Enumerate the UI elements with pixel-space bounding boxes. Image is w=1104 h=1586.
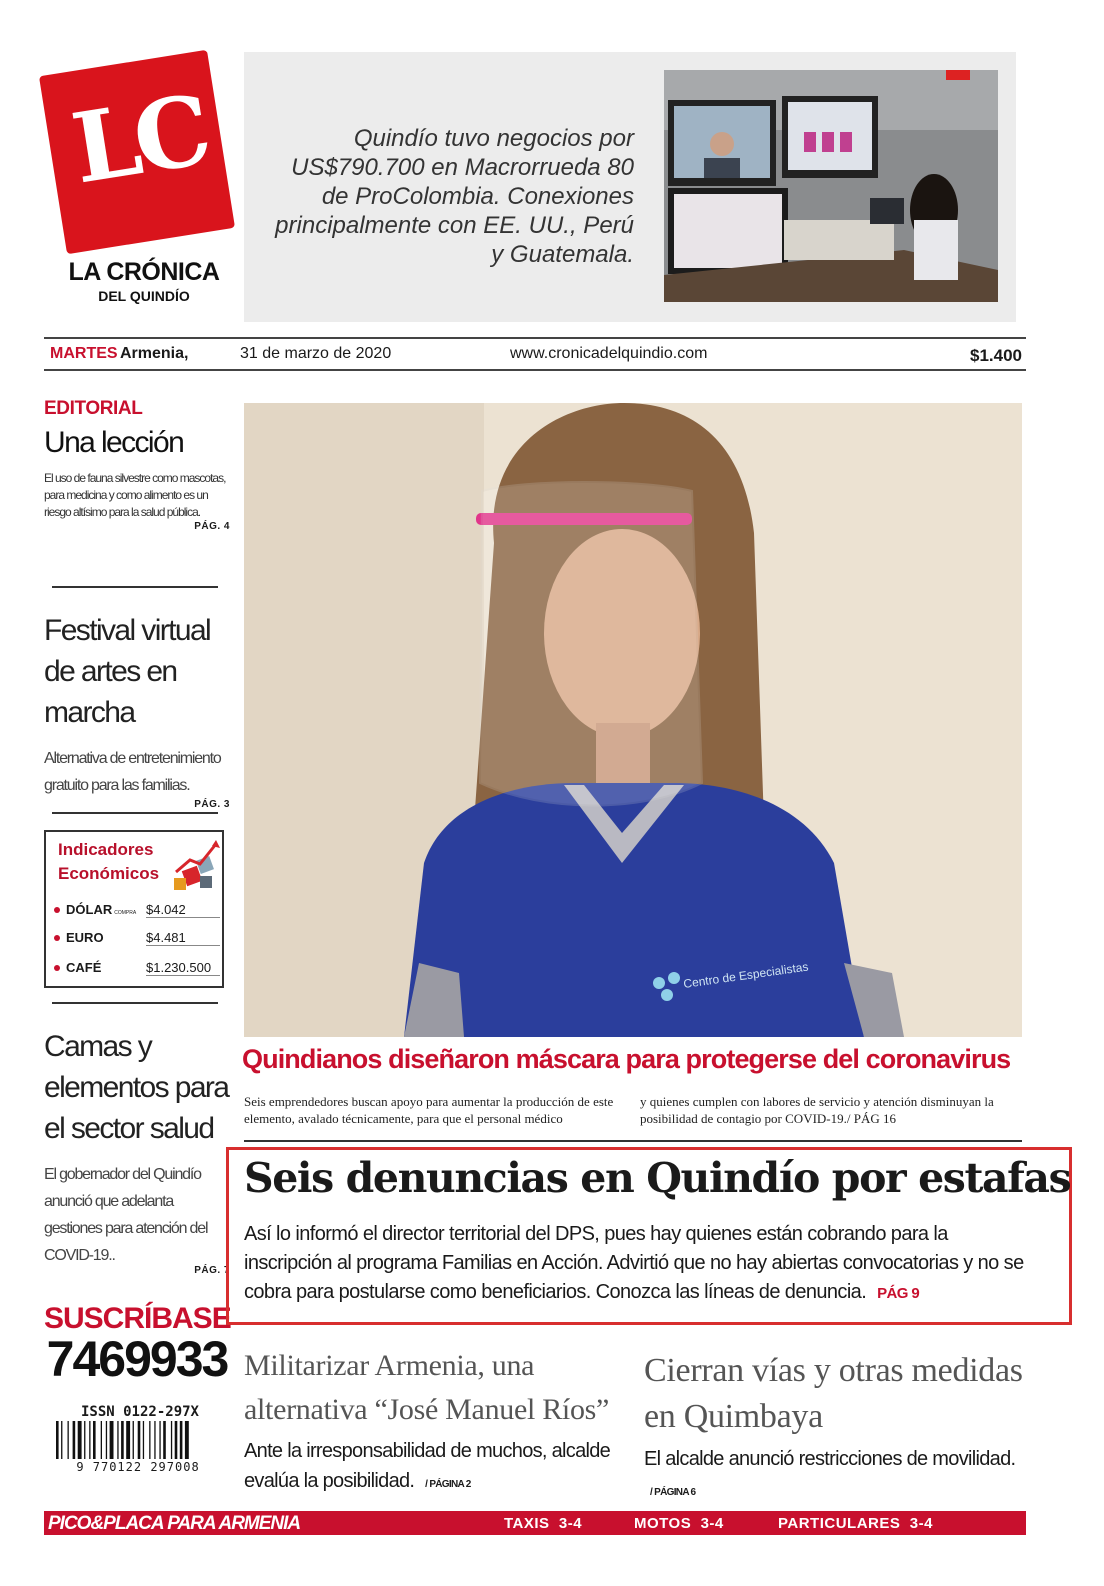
divider [52,586,218,588]
camas-story[interactable] [44,1026,230,1276]
website-link[interactable]: www.cronicadelquindio.com [510,345,708,362]
masthead-logo [44,62,232,322]
quimbaya-story[interactable] [644,1348,1026,1508]
editorial-label: EDITORIAL [44,398,143,419]
woman-face-shield-image [244,403,1022,1037]
featured-text: Así lo informó el director territorial del DPS, pues hay quienes están cobrando para la inscripción al programa Familias en Acción. Advirtió que no hay abiertas convocatorias y no se cobra para postularse como beneficiarios. Conozca las líneas de denuncia. [244,1223,1024,1303]
indicators-title-1: Indicadores [58,840,154,859]
newspaper-name: LA CRÓNICA [68,258,220,286]
quimbaya-text-body: El alcalde anunció restricciones de movilidad. [644,1448,1016,1470]
main-photo[interactable] [244,403,1022,1037]
featured-title: Seis denuncias en Quindío por estafas [244,1154,1071,1202]
date-city: Armenia, [120,345,189,362]
festival-story[interactable] [44,610,230,810]
editorial-title: Una lección [44,426,184,459]
main-desc-right: y quienes cumplen con labores de servicio y atención disminuyan la posibilidad de contagio por COVID-19./ PÁG 16 [640,1094,994,1126]
indicator-row-cafe [54,958,224,980]
militarizar-story[interactable] [244,1344,634,1500]
indicators-title-2: Económicos [58,864,160,883]
camas-page: PÁG. 7 [194,1265,230,1276]
main-headline[interactable]: Quindianos diseñaron máscara para protegerse del coronavirus [242,1044,1011,1074]
featured-body [244,1220,1034,1308]
subscribe-box[interactable] [44,1302,231,1387]
quimbaya-page: / PÁGINA 6 [650,1487,696,1498]
economic-indicators [44,830,224,988]
svg-text:Centro de Especialistas: Centro de Especialistas [682,959,810,991]
divider [52,812,218,814]
banner-text: Quindío tuvo negocios por US$790.700 en Macrorrueda 80 de ProColombia. Conexiones principalmente con EE. UU., Perú y Guatemala. [275,125,634,268]
bullet [54,935,60,941]
camas-text: El gobernador del Quindío anunció que adelanta gestiones para atención del COVID-19.. [44,1166,208,1264]
indicator-label: EURO [66,930,104,945]
date-weekday: MARTES [50,345,118,362]
festival-title: Festival virtual de artes en marcha [44,614,211,729]
militarizar-text [244,1436,634,1500]
pico-item-taxis: TAXIS 3-4 [504,1515,583,1532]
festival-text: Alternativa de entretenimiento gratuito para las familias. [44,750,221,794]
date-text: 31 de marzo de 2020 [240,345,392,362]
camas-title: Camas y elementos para el sector salud [44,1030,229,1145]
indicator-row-dolar [54,900,224,922]
featured-story[interactable] [226,1147,1072,1325]
quimbaya-text [644,1444,1026,1508]
pico-placa-title: PICO&PLACA PARA ARMENIA [48,1513,301,1534]
festival-page: PÁG. 3 [194,799,230,810]
main-desc-left: Seis emprendedores buscan apoyo para aumentar la producción de este elemento, avalado técnicamente, para que el personal médico [244,1094,614,1126]
logo-letters: LC [64,73,213,206]
divider [52,1002,218,1004]
issn-number: ISSN 0122-297X [80,1404,199,1420]
indicator-value: $4.481 [146,930,220,946]
banner-photo [664,70,998,302]
indicator-label: CAFÉ [66,960,102,975]
divider [244,1140,1022,1142]
subscribe-label: SUSCRÍBASE [44,1302,231,1335]
bullet [54,965,60,971]
indicator-value: $4.042 [146,902,220,918]
indicator-label: DÓLAR COMPRA [66,902,137,917]
barcode-icon [56,1421,224,1459]
indicator-value: $1.230.500 [146,960,220,976]
indicator-row-euro [54,928,224,950]
quimbaya-title: Cierran vías y otras medidas en Quimbaya [644,1352,1023,1435]
editorial-page: PÁG. 4 [194,521,230,532]
chart-cubes-icon [170,838,222,896]
newspaper-subname: DEL QUINDÍO [98,288,190,304]
subscribe-phone: 7469933 [46,1331,228,1387]
militarizar-page: / PÁGINA 2 [425,1479,471,1490]
militarizar-title: Militarizar Armenia, una alternativa “José Manuel Ríos” [244,1349,610,1426]
pico-item-motos: MOTOS 3-4 [634,1515,724,1532]
bullet [54,907,60,913]
issue-price: $1.400 [970,346,1022,365]
date-bar [44,337,1026,371]
barcode-number: 9 770122 297008 [76,1460,200,1474]
editorial-text: El uso de fauna silvestre como mascotas, para medicina y como alimento es un riesgo altísimo para la salud pública. [44,471,226,519]
videoconference-image [664,70,998,302]
featured-page: PÁG 9 [877,1285,920,1302]
top-banner[interactable] [244,52,1016,322]
pico-item-particulares: PARTICULARES 3-4 [778,1515,933,1532]
militarizar-text-body: Ante la irresponsabilidad de muchos, alcalde evalúa la posibilidad. [244,1440,611,1492]
pico-placa-bar [44,1511,1026,1535]
editorial-section[interactable] [44,398,230,532]
